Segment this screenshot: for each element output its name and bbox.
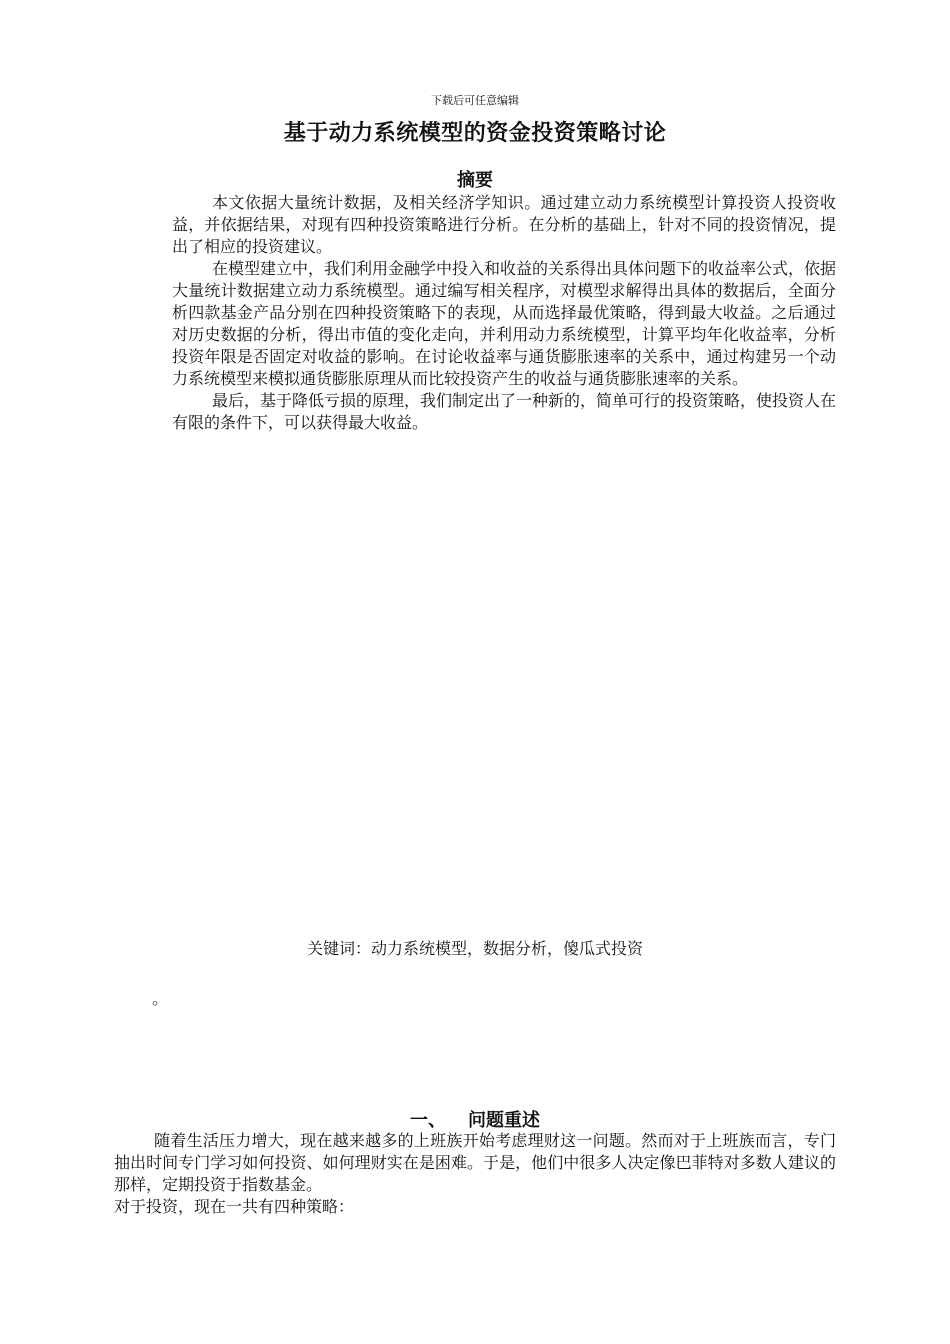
section-1-paragraph-2: 对于投资，现在一共有四种策略：: [114, 1197, 355, 1216]
header-note: 下载后可任意编辑: [431, 94, 519, 107]
section-1-paragraph-1: 随着生活压力增大，现在越来越多的上班族开始考虑理财这一问题。然而对于上班族而言，专门抽出时间专门学习如何投资、如何理财实在是困难。于是，他们中很多人决定像巴菲特对多数人建议的那样，定期投资于指数基金。: [114, 1131, 836, 1194]
abstract-heading: 摘要: [457, 170, 493, 191]
abstract-paragraph-2: 在模型建立中，我们利用金融学中投入和收益的关系得出具体问题下的收益率公式，依据大量统计数据建立动力系统模型。通过编写相关程序，对模型求解得出具体的数据后，全面分析四款基金产品分别在四种投资策略下的表现，从而选择最优策略，得到最大收益。之后通过对历史数据的分析，得出市值的变化走向，并利用动力系统模型，计算平均年化收益率，分析投资年限是否固定对收益的影响。在讨论收益率与通货膨胀速率的关系中，通过构建另一个动力系统模型来模拟通货膨胀原理从而比较投资产生的收益与通货膨胀速率的关系。: [172, 259, 837, 388]
abstract-paragraph-1: 本文依据大量统计数据，及相关经济学知识。通过建立动力系统模型计算投资人投资收益，并依据结果，对现有四种投资策略进行分析。在分析的基础上，针对不同的投资情况，提出了相应的投资建议。: [172, 193, 836, 256]
keywords-line: 关键词：动力系统模型，数据分析，傻瓜式投资: [306, 939, 643, 958]
document-title: 基于动力系统模型的资金投资策略讨论: [283, 121, 667, 146]
abstract-paragraph-3: 最后，基于降低亏损的原理，我们制定出了一种新的，简单可行的投资策略，使投资人在有限的条件下，可以获得最大收益。: [172, 391, 837, 432]
stray-period: 。: [152, 989, 169, 1008]
section-1-number: 一、: [410, 1110, 446, 1131]
section-1-title: 问题重述: [468, 1110, 540, 1131]
abstract-body: [172, 192, 836, 434]
section-1-body: [114, 1130, 836, 1218]
section-1-heading: [0, 1106, 950, 1132]
